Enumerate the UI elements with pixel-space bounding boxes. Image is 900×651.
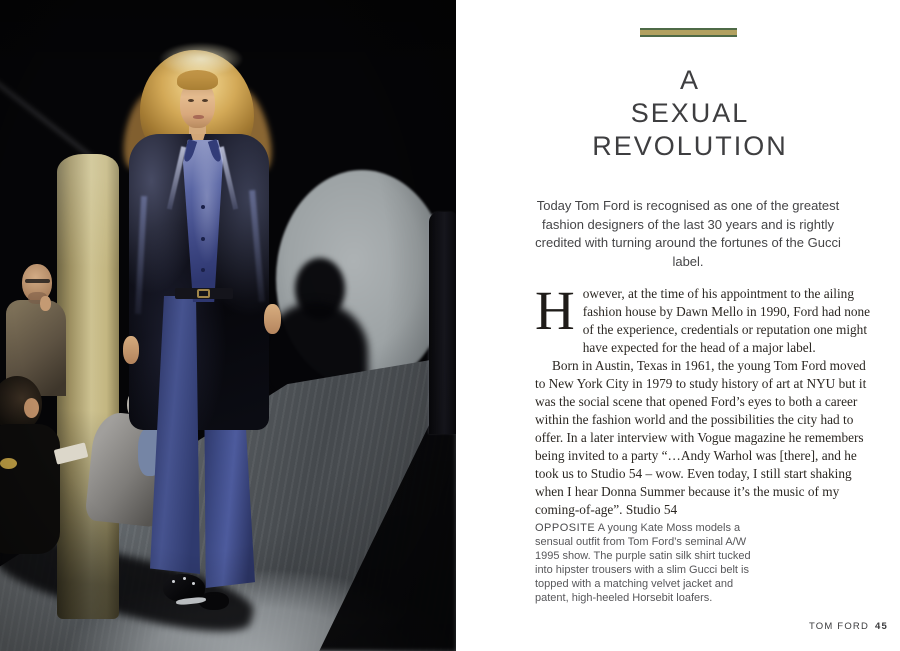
body-paragraph-2: Born in Austin, Texas in 1961, the young Tom Ford moved to New York City in 1979 to study history of art at NYU but it was the social scene that opened Ford’s eyes to both a career within the fashion world and the possibilities the city had to offer. In a later interview with Vogue magazine he remembers being invited to a party “…Andy Warhol was [there], and he took us to Studio 54 – wow. Even today, I still start shaking when I hear Donna Summer because it’s the music of my coming-of-age”. Studio 54 xyxy=(535,358,867,517)
model-shirt-button xyxy=(201,205,205,209)
model-hand-right xyxy=(264,304,281,334)
model-eye-right xyxy=(202,99,208,102)
footer-book-title: TOM FORD xyxy=(808,621,870,632)
chapter-title-line: REVOLUTION xyxy=(592,131,788,161)
shoe-glint xyxy=(183,577,186,580)
shoe-glint xyxy=(192,582,195,585)
model-shirt-button xyxy=(201,268,205,272)
chapter-title xyxy=(480,64,900,163)
model-lips xyxy=(193,115,204,119)
right-edge-figure xyxy=(429,212,456,434)
text-page xyxy=(456,0,900,651)
beige-column-shading xyxy=(57,154,119,619)
model-shirt-button xyxy=(201,237,205,241)
body-paragraph-1-text: owever, at the time of his appointment to the ailing fashion house by Dawn Mello in 1990, Ford had none of the experience, credentials or reputation one might have expected for the head of a major label. xyxy=(582,286,871,355)
standfirst-paragraph: Today Tom Ford is recognised as one of the greatest fashion designers of the last 30 years and is rightly credited with turning around the fortunes of the Gucci label. xyxy=(535,198,841,269)
audience-woman-bracelet xyxy=(0,458,17,469)
body-paragraph-1 xyxy=(535,280,871,357)
audience-man-glasses xyxy=(25,279,50,283)
model-hand-left xyxy=(123,336,139,364)
body-text xyxy=(535,280,871,519)
caption-label: OPPOSITE xyxy=(535,522,596,534)
chapter-ribbon xyxy=(640,28,737,37)
model-eye-left xyxy=(188,99,194,102)
running-footer xyxy=(809,621,888,632)
page-number: 45 xyxy=(875,621,888,632)
chapter-title-line: SEXUAL xyxy=(630,98,750,128)
drop-cap: H xyxy=(535,280,575,341)
chapter-title-line: A xyxy=(679,65,700,95)
model-belt-buckle xyxy=(197,289,210,298)
shoe-glint xyxy=(172,580,175,583)
model-bangs xyxy=(177,70,218,90)
photo-caption xyxy=(535,521,763,605)
audience-woman-face xyxy=(24,398,39,418)
audience-man-hand xyxy=(40,296,51,311)
audience-woman-coat xyxy=(0,424,60,554)
caption-text: A young Kate Moss models a sensual outfit from Tom Ford’s seminal A/W 1995 show. The purple satin silk shirt tucked into hipster trousers with a slim Gucci belt is topped with a matching velvet jacket and patent, high-heeled Horsebit loafers. xyxy=(535,522,751,604)
